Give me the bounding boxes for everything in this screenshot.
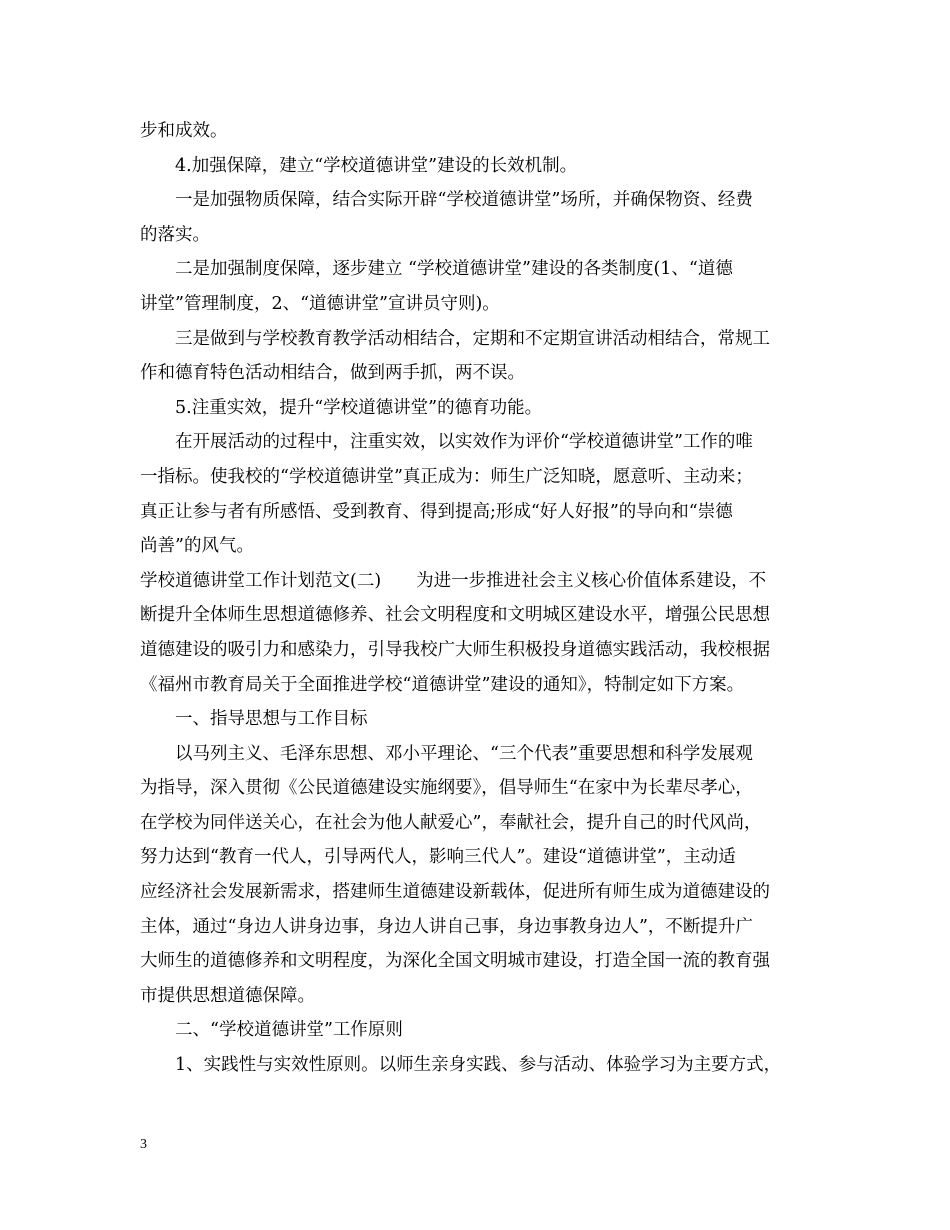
text-line: 《福州市教育局关于全面推进学校“道德讲堂”建设的通知》，特制定如下方案。 (140, 674, 745, 695)
text-line: 一指标。使我校的“学校道德讲堂”真正成为：师生广泛知晓，愿意听、主动来； (140, 466, 753, 487)
text-line: 断提升全体师生思想道德修养、社会文明程度和文明城区建设水平，增强公民思想 (140, 605, 770, 626)
text-line: 努力达到“教育一代人，引导两代人，影响三代人”。建设“道德讲堂”，主动适 (140, 847, 736, 868)
text-line: 道德建设的吸引力和感染力，引导我校广大师生积极投身道德实践活动，我校根据 (140, 639, 770, 660)
text-line: 应经济社会发展新需求，搭建师生道德建设新载体，促进所有师生成为道德建设的 (140, 882, 770, 903)
text-line: 的落实。 (140, 224, 210, 245)
text-line: 主体，通过“身边人讲身边事，身边人讲自己事，身边事教身边人”，不断提升广 (140, 916, 753, 937)
text-line: 4.加强保障，建立“学校道德讲堂”建设的长效机制。 (175, 155, 578, 176)
text-line: 三是做到与学校教育教学活动相结合，定期和不定期宣讲活动相结合，常规工 (175, 328, 770, 349)
document-body (140, 114, 820, 1083)
text-line: 在开展活动的过程中，注重实效，以实效作为评价“学校道德讲堂”工作的唯 (175, 432, 753, 453)
text-line: 在学校为同伴送关心，在社会为他人献爱心”，奉献社会，提升自己的时代风尚， (140, 812, 762, 833)
text-line: 作和德育特色活动相结合，做到两手抓，两不误。 (140, 363, 525, 384)
text-line: 市提供思想道德保障。 (140, 985, 315, 1006)
text-line: 以马列主义、毛泽东思想、邓小平理论、“三个代表”重要思想和科学发展观 (175, 743, 753, 764)
text-line: 1、实践性与实效性原则。以师生亲身实践、参与活动、体验学习为主要方式， (175, 1055, 782, 1076)
page-number: 3 (140, 1137, 147, 1152)
text-line: 学校道德讲堂工作计划范文(二) 为进一步推进社会主义核心价值体系建设，不 (140, 570, 767, 591)
text-line: 一是加强物质保障，结合实际开辟“学校道德讲堂”场所，并确保物资、经费 (175, 190, 753, 211)
text-line: 步和成效。 (140, 121, 228, 141)
text-line: 二、“学校道德讲堂”工作原则 (175, 1020, 403, 1041)
text-line: 大师生的道德修养和文明程度，为深化全国文明城市建设，打造全国一流的教育强 (140, 951, 770, 972)
text-line: 讲堂”管理制度，2、“道德讲堂”宣讲员守则)。 (140, 293, 500, 314)
text-line: 5.注重实效，提升“学校道德讲堂”的德育功能。 (175, 397, 543, 418)
text-line: 一、指导思想与工作目标 (175, 709, 368, 730)
text-line: 尚善”的风气。 (140, 536, 254, 557)
text-line: 为指导，深入贯彻《公民道德建设实施纲要》，倡导师生“在家中为长辈尽孝心， (140, 778, 753, 799)
text-line: 二是加强制度保障，逐步建立 “学校道德讲堂”建设的各类制度(1、“道德 (175, 259, 733, 280)
text-line: 真正让参与者有所感悟、受到教育、得到提高;形成“好人好报”的导向和“崇德 (140, 501, 733, 522)
